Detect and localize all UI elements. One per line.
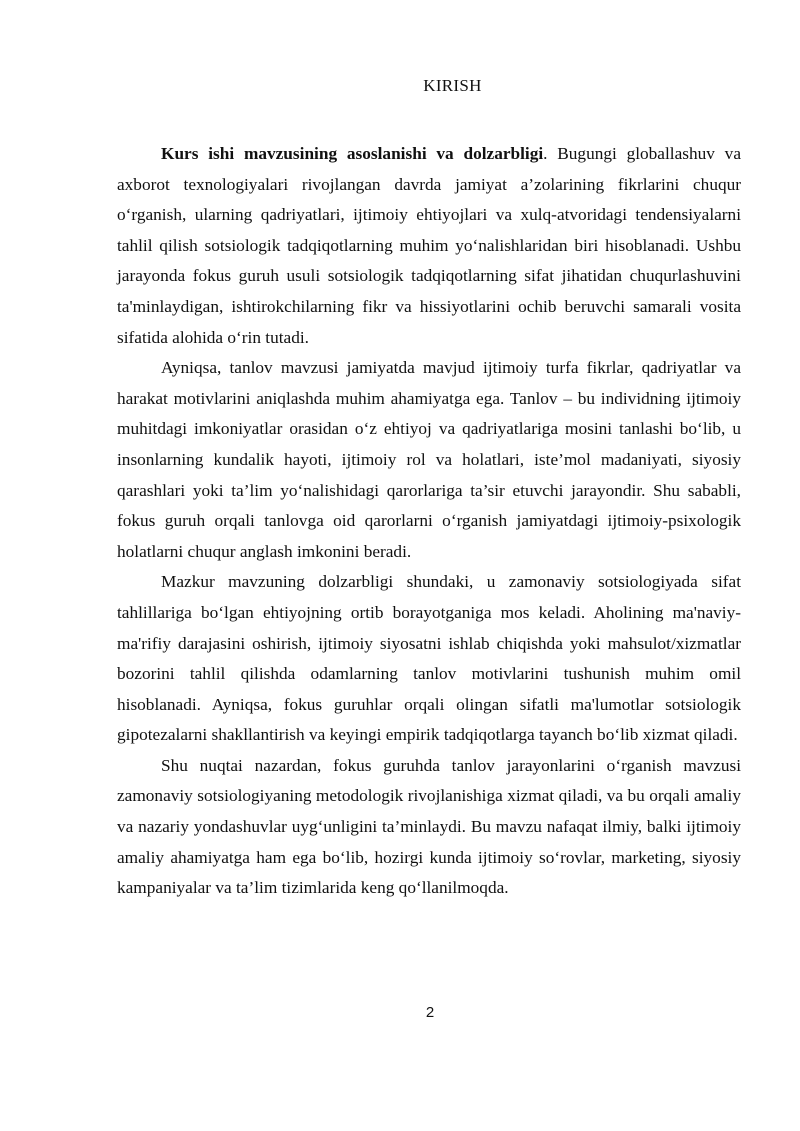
paragraph-1 (117, 139, 741, 353)
page-number: 2 (425, 1004, 435, 1021)
body-text (117, 139, 741, 904)
section-heading: KIRISH (423, 76, 482, 95)
paragraph-text: Mazkur mavzuning dolzarbligi shundaki, u zamonaviy sotsiologiyada sifat tahlillariga bo‘lgan ehtiyojning ortib borayotganiga mos keladi. Aholining ma'naviy-ma'rifiy darajasini oshirish, ijtimoiy siyosatni ishlab chiqishda yoki mahsulot/xizmatlar bozorini tahlil qilishda odamlarning tanlov motivlarini tushunish muhim omil hisoblanadi. Ayniqsa, fokus guruhlar orqali olingan sifatli ma'lumotlar sotsiologik gipotezalarni shakllantirish va keyingi empirik tadqiqotlarga tayanch bo‘lib xizmat qiladi. (117, 572, 741, 745)
paragraph-text: . Bugungi globallashuv va axborot texnologiyalari rivojlangan davrda jamiyat a’zolarining fikrlarini chuqur o‘rganish, ularning qadriyatlari, ijtimoiy ehtiyojlari va xulq-atvoridagi tendensiyalarni tahlil qilish sotsiologik tadqiqotlarning muhim yo‘nalishlaridan biri hisoblanadi. Ushbu jarayonda fokus guruh usuli sotsiologik tadqiqotlarning sifat jihatidan chuqurlashuvini ta'minlaydigan, ishtirokchilarning fikr va hissiyotlarini ochib beruvchi samarali vosita sifatida alohida o‘rin tutadi. (117, 144, 741, 347)
paragraph-text: Ayniqsa, tanlov mavzusi jamiyatda mavjud ijtimoiy turfa fikrlar, qadriyatlar va harakat motivlarini aniqlashda muhim ahamiyatga ega. Tanlov – bu individning ijtimoiy muhitdagi imkoniyatlar orasidan o‘z ehtiyoj va qadriyatlariga mosini tanlashi bo‘lib, u insonlarning kundalik hayoti, ijtimoiy rol va holatlari, iste’mol madaniyati, siyosiy qarashlari yoki ta’lim yo‘nalishidagi qarorlariga ta’sir etuvchi jarayondir. Shu sababli, fokus guruh orqali tanlovga oid qarorlarni o‘rganish jamiyatdagi ijtimoiy-psixologik holatlarni chuqur anglash imkonini beradi. (117, 358, 741, 561)
paragraph-3 (117, 567, 741, 751)
paragraph-4 (117, 751, 741, 904)
paragraph-2 (117, 353, 741, 567)
paragraph-lead: Kurs ishi mavzusining asoslanishi va dolzarbligi (161, 144, 544, 163)
paragraph-text: Shu nuqtai nazardan, fokus guruhda tanlov jarayonlarini o‘rganish mavzusi zamonaviy sotsiologiyaning metodologik rivojlanishiga xizmat qiladi, va bu orqali amaliy va nazariy yondashuvlar uyg‘unligini ta’minlaydi. Bu mavzu nafaqat ilmiy, balki ijtimoiy amaliy ahamiyatga ham ega bo‘lib, hozirgi kunda ijtimoiy so‘rovlar, marketing, siyosiy kampaniyalar va ta’lim tizimlarida keng qo‘llanilmoqda. (117, 755, 741, 898)
